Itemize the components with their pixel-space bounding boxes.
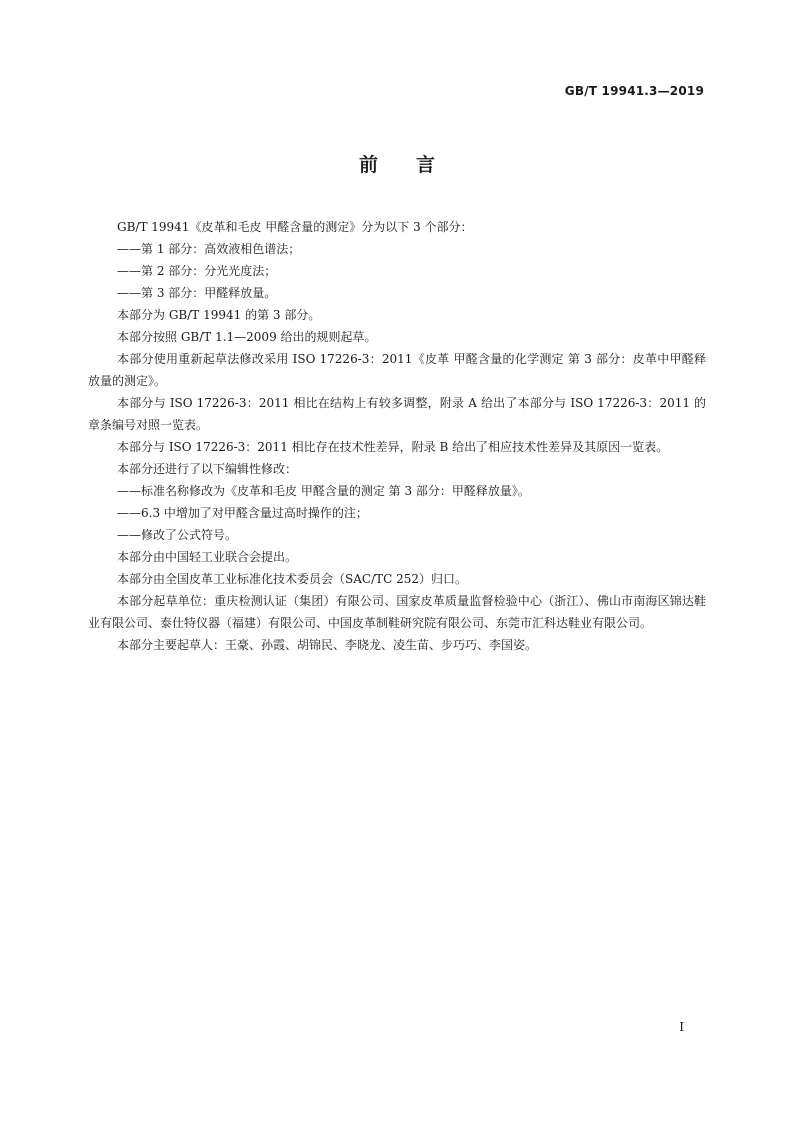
paragraph-proposed-by: 本部分由中国轻工业联合会提出。 — [117, 550, 298, 564]
page-number: I — [679, 1020, 684, 1034]
paragraph-drafting-units: 本部分起草单位：重庆检测认证（集团）有限公司、国家皮革质量监督检验中心（浙江）、佛山市南海区锦达鞋业有限公司、泰仕特仪器（福建）有限公司、中国皮革制鞋研究院有限公司、东莞市汇科达鞋业有限公司。 — [88, 594, 706, 630]
list-item-part-3: ——第 3 部分：甲醛释放量。 — [117, 286, 277, 300]
paragraph-main-drafters: 本部分主要起草人：王豪、孙霞、胡锦民、李晓龙、凌生苗、步巧巧、李国姿。 — [117, 638, 538, 652]
paragraph-drafting-rules: 本部分按照 GB/T 1.1—2009 给出的规则起草。 — [117, 330, 377, 344]
list-item-edit-title: ——标准名称修改为《皮革和毛皮 甲醛含量的测定 第 3 部分：甲醛释放量》。 — [117, 484, 530, 498]
list-item-part-2: ——第 2 部分：分光光度法； — [117, 264, 277, 278]
list-item-part-1: ——第 1 部分：高效液相色谱法； — [117, 242, 301, 256]
list-item-edit-note: ——6.3 中增加了对甲醛含量过高时操作的注； — [117, 506, 368, 520]
paragraph-parts-intro: GB/T 19941《皮革和毛皮 甲醛含量的测定》分为以下 3 个部分： — [117, 220, 473, 234]
list-item-edit-formula: ——修改了公式符号。 — [117, 528, 238, 542]
paragraph-this-part: 本部分为 GB/T 19941 的第 3 部分。 — [117, 308, 321, 322]
paragraph-structure-changes: 本部分与 ISO 17226-3：2011 相比在结构上有较多调整，附录 A 给出了本部分与 ISO 17226-3：2011 的章条编号对照一览表。 — [88, 396, 706, 432]
paragraph-technical-differences: 本部分与 ISO 17226-3：2011 相比存在技术性差异，附录 B 给出了相应技术性差异及其原因一览表。 — [117, 440, 669, 454]
paragraph-adoption: 本部分使用重新起草法修改采用 ISO 17226-3：2011《皮革 甲醛含量的化学测定 第 3 部分：皮革中甲醛释放量的测定》。 — [88, 352, 706, 388]
paragraph-under-jurisdiction: 本部分由全国皮革工业标准化技术委员会（SAC/TC 252）归口。 — [117, 572, 468, 586]
foreword-body — [88, 216, 706, 656]
page-title: 前言 — [358, 154, 473, 176]
standard-number: GB/T 19941.3—2019 — [564, 84, 704, 98]
paragraph-editorial-intro: 本部分还进行了以下编辑性修改： — [117, 462, 298, 476]
